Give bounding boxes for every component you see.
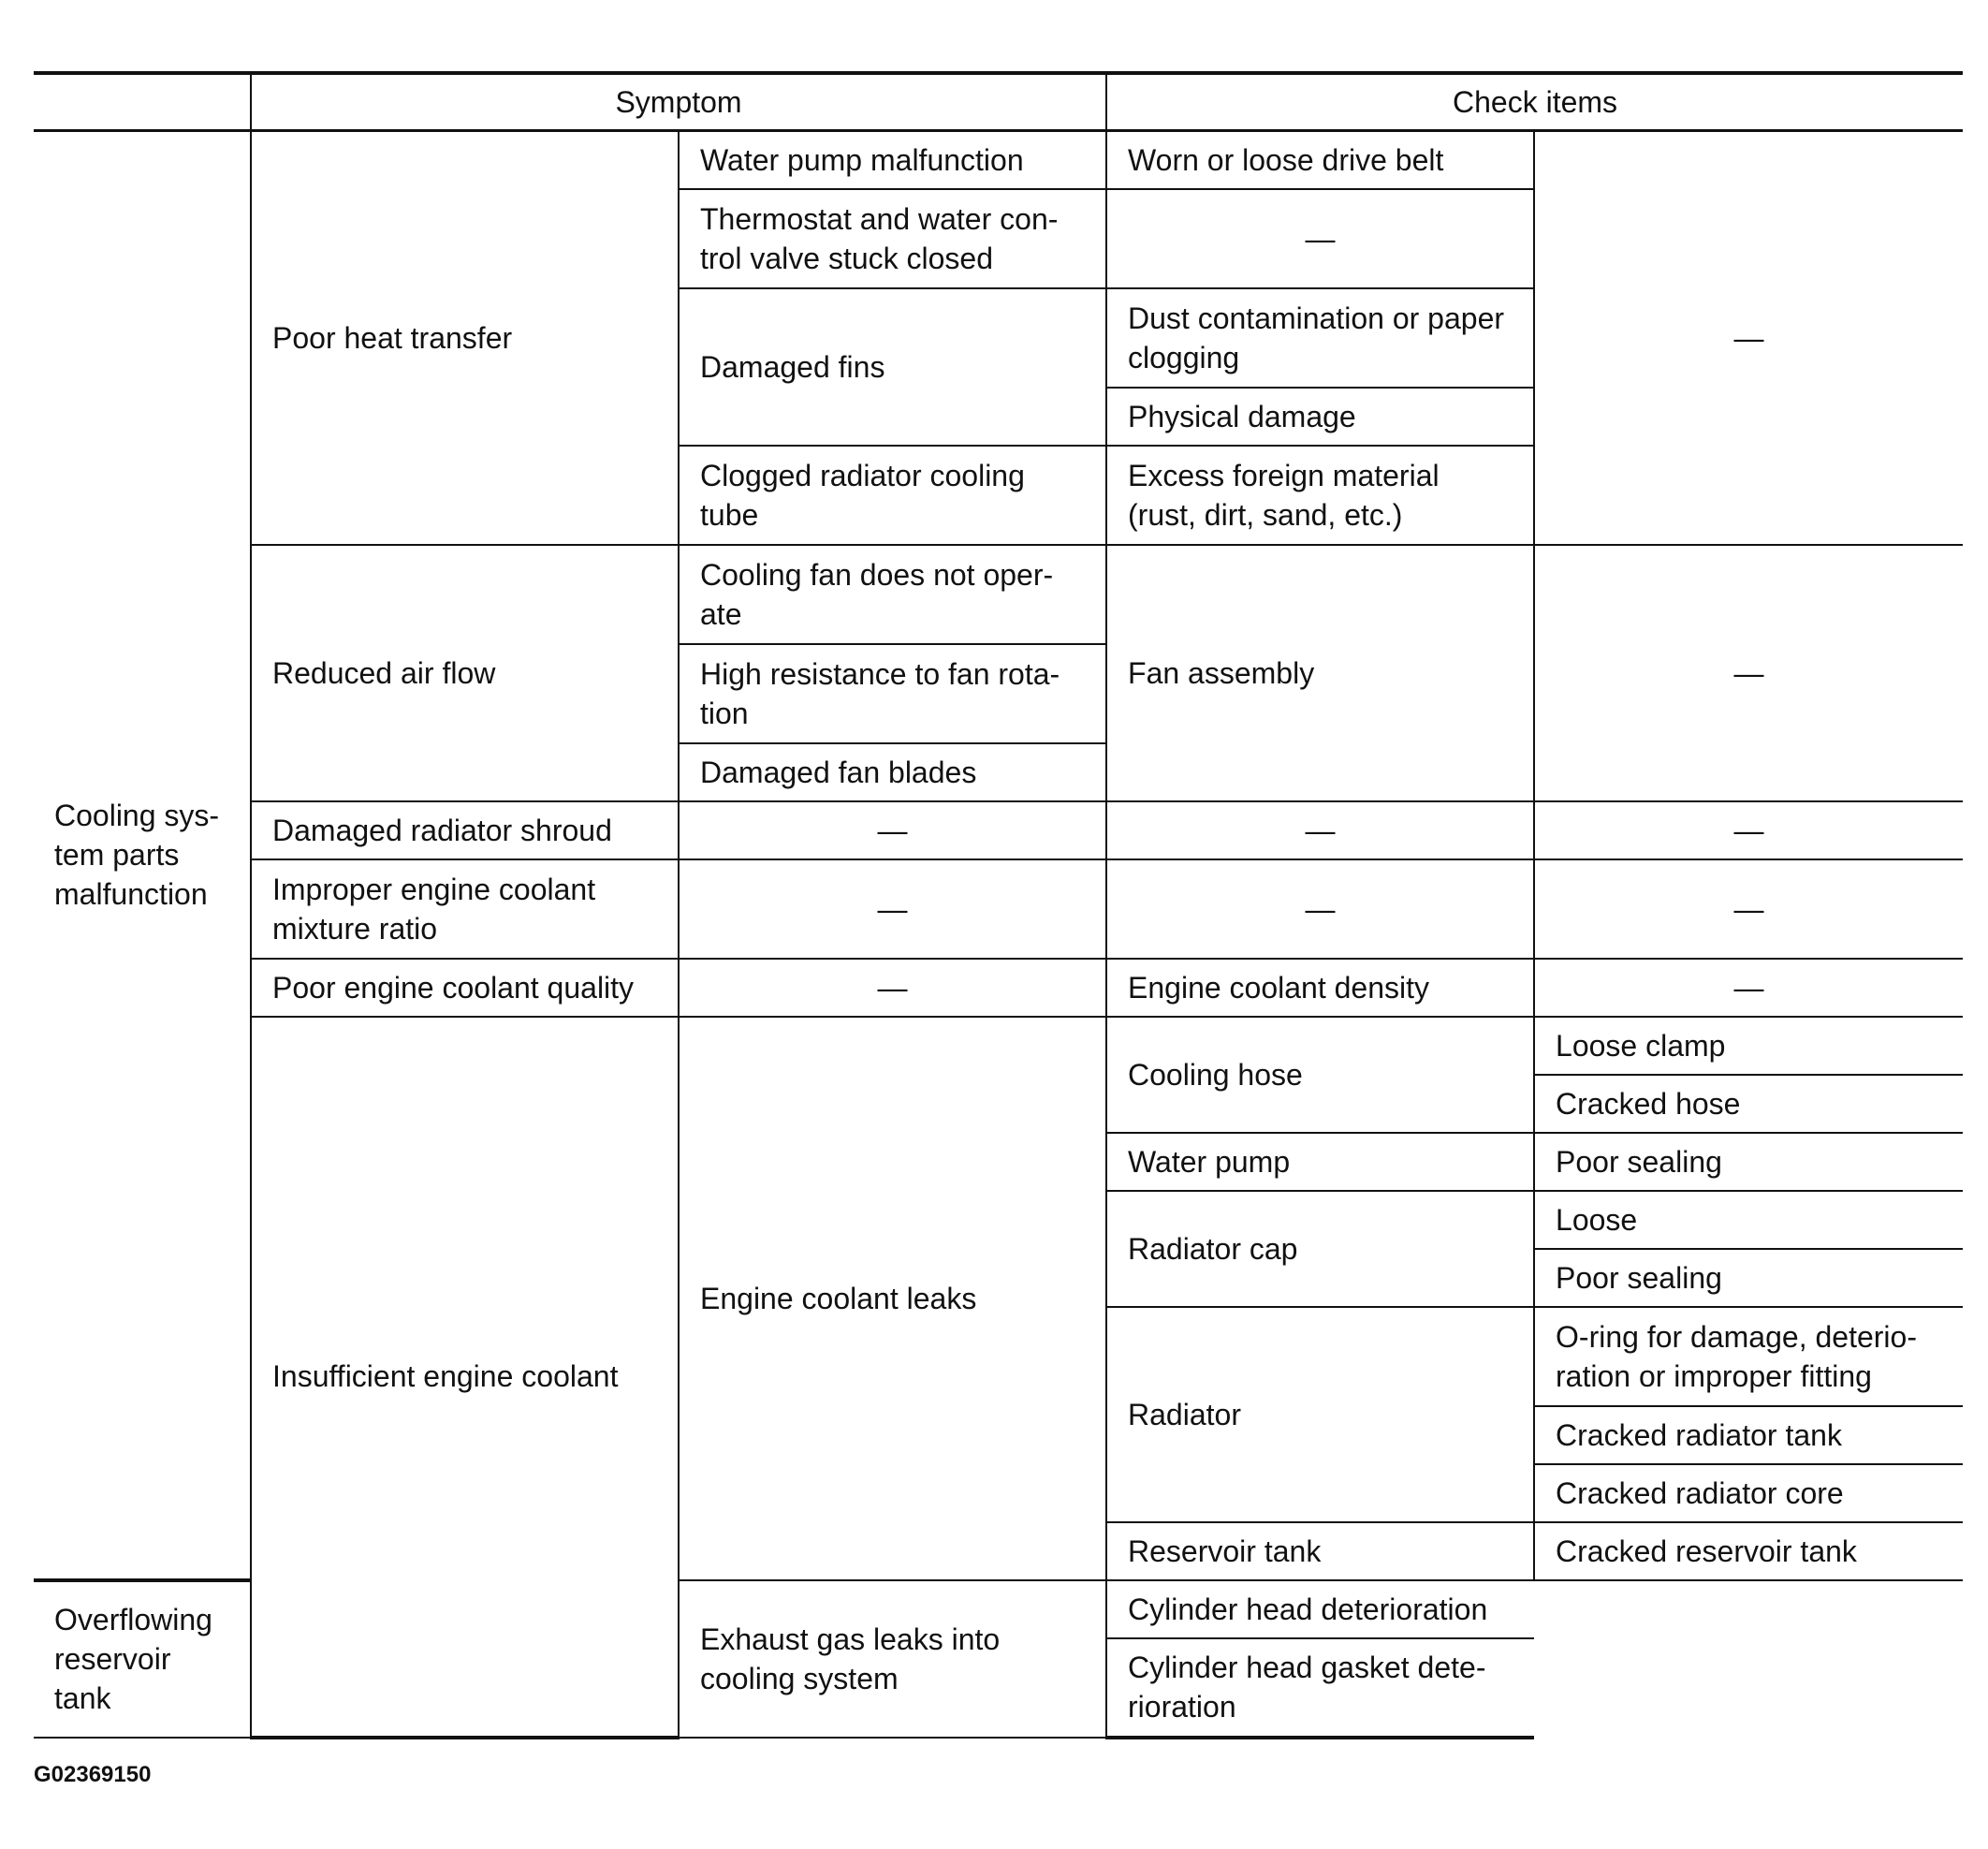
- detail-head-deterioration: Cylinder head deterioration: [1106, 1580, 1534, 1638]
- symptom-insufficient-coolant: Insufficient engine coolant: [251, 1017, 679, 1738]
- detail-dash: —: [1534, 801, 1963, 859]
- detail-dash: —: [1534, 959, 1963, 1017]
- symptom-poor-heat-transfer: Poor heat transfer: [251, 131, 679, 545]
- check-cooling-hose: Cooling hose: [1106, 1017, 1534, 1133]
- check-worn-belt: Worn or loose drive belt: [1106, 131, 1534, 189]
- check-fan-assembly: Fan assembly: [1106, 545, 1534, 801]
- detail-cracked-core: Cracked radiator core: [1534, 1464, 1963, 1522]
- check-water-pump: Water pump: [1106, 1133, 1534, 1191]
- detail-dash: —: [1534, 545, 1963, 801]
- detail-loose: Loose: [1534, 1191, 1963, 1249]
- detail-loose-clamp: Loose clamp: [1534, 1017, 1963, 1075]
- check-dash: —: [1106, 189, 1534, 288]
- detail-poor-sealing-cap: Poor sealing: [1534, 1249, 1963, 1307]
- check-exhaust-gas-leaks: Exhaust gas leaks into cooling system: [679, 1580, 1106, 1738]
- cause-thermostat-stuck: Thermostat and water con-trol valve stuck closed: [679, 189, 1106, 288]
- check-physical-damage: Physical damage: [1106, 388, 1534, 446]
- detail-dash: —: [1534, 859, 1963, 959]
- cause-water-pump-malfunction: Water pump malfunction: [679, 131, 1106, 189]
- detail-cracked-reservoir: Cracked reservoir tank: [1534, 1522, 1963, 1580]
- cause-high-resistance: High resistance to fan rota-tion: [679, 644, 1106, 743]
- symptom-reduced-air-flow: Reduced air flow: [251, 545, 679, 801]
- table-row: [34, 545, 1963, 644]
- cause-coolant-leaks: Engine coolant leaks: [679, 1017, 1106, 1580]
- symptom-poor-quality: Poor engine coolant quality: [251, 959, 679, 1017]
- cause-fan-not-operate: Cooling fan does not oper-ate: [679, 545, 1106, 644]
- table-row: [34, 1017, 1963, 1075]
- detail-oring: O-ring for damage, deterio-ration or improper fitting: [1534, 1307, 1963, 1406]
- table-row: [34, 801, 1963, 859]
- header-check-items: Check items: [1106, 73, 1963, 131]
- check-coolant-density: Engine coolant density: [1106, 959, 1534, 1017]
- detail-dash: —: [1534, 131, 1963, 545]
- cause-clogged-tube: Clogged radiator cooling tube: [679, 446, 1106, 545]
- detail-gasket-deterioration: Cylinder head gasket dete-rioration: [1106, 1638, 1534, 1738]
- cooling-troubleshooting-table: [34, 71, 1963, 1739]
- check-radiator-cap: Radiator cap: [1106, 1191, 1534, 1307]
- check-radiator: Radiator: [1106, 1307, 1534, 1522]
- detail-poor-sealing-pump: Poor sealing: [1534, 1133, 1963, 1191]
- cause-overflowing-reservoir: Overflowing reservoir tank: [34, 1580, 251, 1738]
- table-header-row: [34, 73, 1963, 131]
- cause-damaged-fins: Damaged fins: [679, 288, 1106, 446]
- detail-cracked-tank: Cracked radiator tank: [1534, 1406, 1963, 1464]
- table-row: [34, 959, 1963, 1017]
- header-blank: [34, 73, 251, 131]
- table-row: [34, 859, 1963, 959]
- cause-damaged-blades: Damaged fan blades: [679, 743, 1106, 801]
- header-symptom: Symptom: [251, 73, 1106, 131]
- cause-dash: —: [679, 859, 1106, 959]
- symptom-improper-mixture: Improper engine coolant mixture ratio: [251, 859, 679, 959]
- figure-id: G02369150: [34, 1762, 152, 1787]
- table-row: [34, 131, 1963, 189]
- check-dash: —: [1106, 859, 1534, 959]
- category-cell: Cooling sys-tem parts malfunction: [34, 131, 251, 1580]
- cause-dash: —: [679, 959, 1106, 1017]
- check-reservoir-tank: Reservoir tank: [1106, 1522, 1534, 1580]
- check-foreign-material: Excess foreign material (rust, dirt, sand, etc.): [1106, 446, 1534, 545]
- detail-cracked-hose: Cracked hose: [1534, 1075, 1963, 1133]
- cause-dash: —: [679, 801, 1106, 859]
- check-dust-contamination: Dust contamination or paper clogging: [1106, 288, 1534, 388]
- check-dash: —: [1106, 801, 1534, 859]
- symptom-damaged-shroud: Damaged radiator shroud: [251, 801, 679, 859]
